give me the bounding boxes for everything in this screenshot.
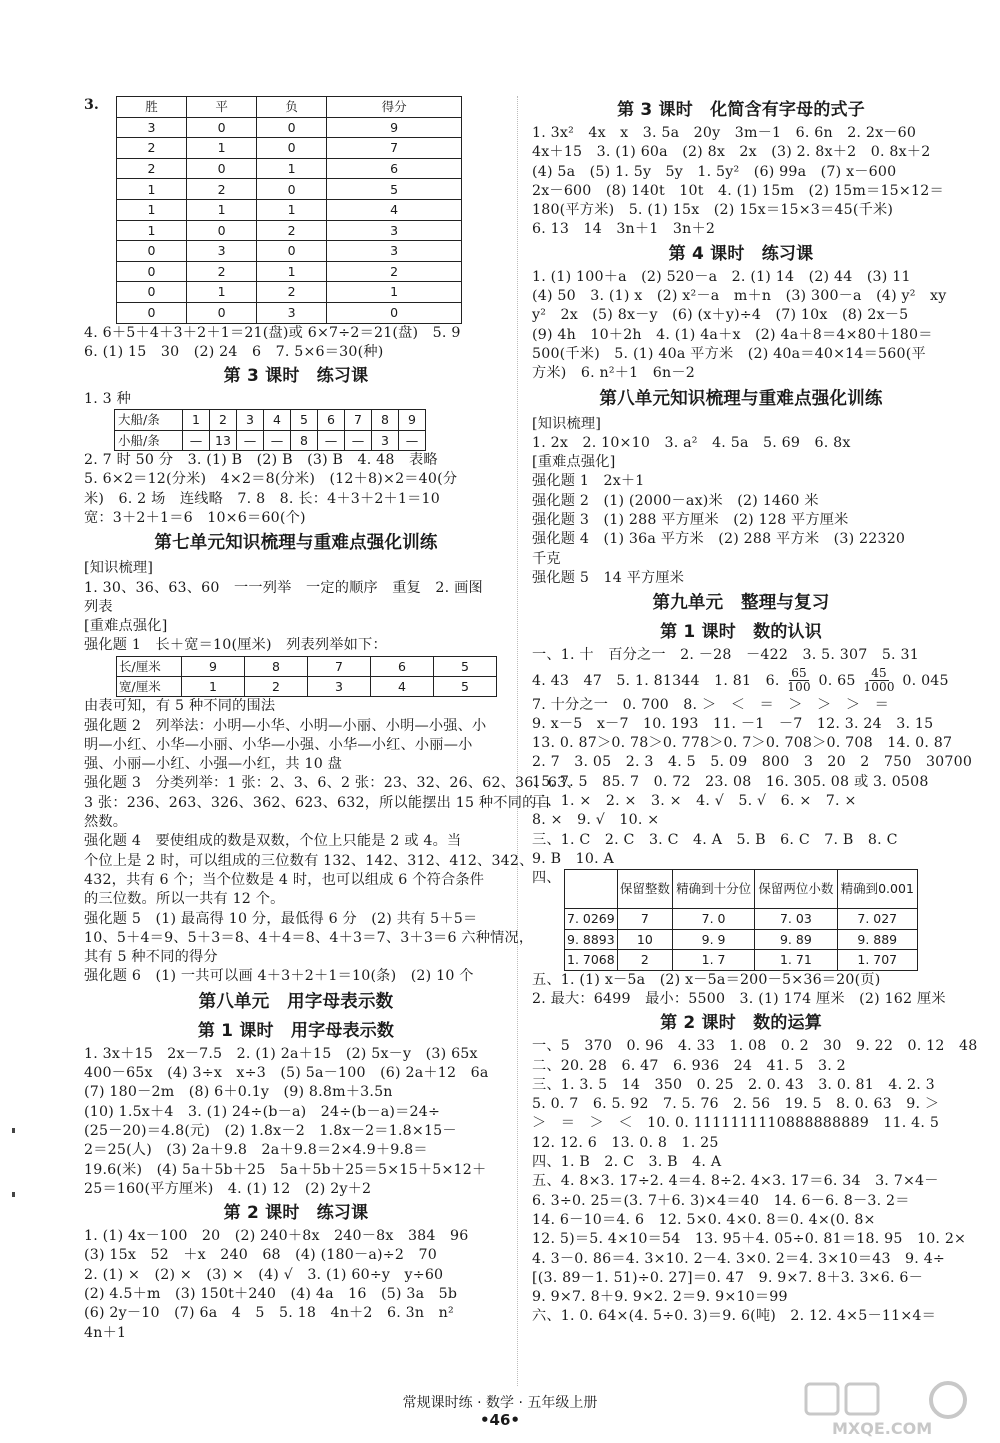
table-cell: 1 <box>187 282 257 303</box>
table-header: 保留两位小数 <box>755 870 837 909</box>
table-cell: — <box>399 430 426 450</box>
boat-table <box>114 409 426 451</box>
answer-line: 明—小红、小华—小丽、小华—小强、小华—小红、小丽—小 <box>84 736 473 753</box>
answer-line: 强化题 3 (1) 288 平方厘米 (2) 128 平方厘米 <box>532 512 849 529</box>
table-cell: 0 <box>117 282 187 303</box>
answer-line: 五、1. (1) x－5a (2) x－5a＝200－5×36＝20(页) <box>532 971 881 988</box>
denominator: 1000 <box>863 680 895 695</box>
section-tag: [重难点强化] <box>84 618 168 635</box>
table-cell: 4 <box>371 676 434 696</box>
table-cell: 6 <box>327 158 462 179</box>
answer-line: 1. 2x 2. 10×10 3. a² 4. 5a 5. 69 6. 8x <box>532 434 851 451</box>
answer-line: 强化题 1 2x＋1 <box>532 473 645 490</box>
section-tag: [知识梳理] <box>84 560 154 577</box>
answer-line: 400－65x (4) 3÷x x÷3 (5) 5a－100 (6) 2a＋12 6a <box>84 1065 489 1082</box>
answer-line: 1. 30、36、63、60 一一列举 一定的顺序 重复 2. 画图 <box>84 579 483 596</box>
table-cell: 1 <box>187 138 257 159</box>
table-cell: 大船/条 <box>115 410 183 430</box>
rounding-table <box>564 869 918 971</box>
table-cell: 0 <box>257 179 327 200</box>
fraction <box>787 667 811 694</box>
answer-line: 强、小丽—小红、小强—小红，共 10 盘 <box>84 756 343 773</box>
answer-line: 2＝25(人) (3) 2a＋9.8 2a＋9.8＝2×4.9＋9.8＝ <box>84 1142 428 1159</box>
answer-line: (4) 50 3. (1) x (2) x²－a m＋n (3) 300－a (4) y² xy <box>532 288 947 305</box>
section-tag: [知识梳理] <box>532 415 602 432</box>
table-header: 精确到十分位 <box>672 870 754 909</box>
table-cell: 3 <box>117 117 187 138</box>
answer-line: 4. 3－0. 86＝4. 3×10. 2－4. 3×0. 2＝4. 3×10＝43 9. 4÷ <box>532 1250 946 1267</box>
table-row <box>117 179 462 200</box>
table-cell: 2 <box>117 138 187 159</box>
table-cell: 3 <box>308 676 371 696</box>
table-row <box>117 656 497 676</box>
table-row <box>115 430 426 450</box>
watermark-glyph <box>931 1383 965 1417</box>
table-cell: 1. 7068 <box>565 950 618 971</box>
table-cell: 1 <box>257 158 327 179</box>
answer-line: (6) 2y－10 (7) 6a 4 5 5. 18 4n＋2 6. 3n n² <box>84 1305 454 1322</box>
unit-heading: 第七单元知识梳理与重难点强化训练 <box>154 533 438 554</box>
lesson-heading: 第 2 课时 数的运算 <box>660 1013 822 1034</box>
table-cell: 7 <box>327 138 462 159</box>
answer-line: 二、20. 28 6. 47 6. 936 24 41. 5 3. 2 <box>532 1057 846 1074</box>
table-row <box>115 410 426 430</box>
answer-line: ＞ ＝ ＞ ＜ 10. 0. 1111111110888888889 11. 4. 5 <box>532 1115 940 1132</box>
answer-line: 1. 3 种 <box>84 391 131 408</box>
answer-line: 强化题 6 (1) 一共可以画 4＋3＋2＋1＝10(条) (2) 10 个 <box>84 968 474 985</box>
unit-heading: 第八单元知识梳理与重难点强化训练 <box>599 388 883 409</box>
answer-line: 2. 7 时 50 分 3. (1) B (2) B (3) B 4. 48 表略 <box>84 452 438 469</box>
answer-line: 180(平方米) 5. (1) 15x (2) 15x＝15×3＝45(千米) <box>532 202 894 219</box>
answer-line: 4x＋15 3. (1) 60a (2) 8x 2x (3) 2. 8x＋2 0. 8x＋2 <box>532 144 931 161</box>
table-cell: 1 <box>257 199 327 220</box>
table-cell: 0 <box>117 241 187 262</box>
table-cell: 0 <box>257 241 327 262</box>
table-cell: 2 <box>327 261 462 282</box>
table-row <box>565 909 918 930</box>
answer-line: 强化题 5 14 平方厘米 <box>532 569 685 586</box>
table-header <box>565 870 618 909</box>
table-cell: 8 <box>372 410 399 430</box>
answer-line: y² 2x (5) 8x－y (6) (x＋y)÷4 (7) 10x (8) 2x－5 <box>532 307 909 324</box>
table-row <box>117 117 462 138</box>
table-cell: 7 <box>617 909 672 930</box>
answer-line: 1. 3x² 4x x 3. 5a 20y 3m－1 6. 6n 2. 2x－60 <box>532 125 917 141</box>
table-cell: — <box>264 430 291 450</box>
table-cell: 4 <box>264 410 291 430</box>
answer-line: (4) 5a (5) 1. 5y 5y 1. 5y² (6) 99a (7) x－600 <box>532 163 897 180</box>
answer-line: 9. 9×7. 8＋9. 9×2. 2＝9. 9×10＝99 <box>532 1289 788 1306</box>
table-row <box>117 138 462 159</box>
score-table-block <box>84 96 508 324</box>
table-cell: 6 <box>371 656 434 676</box>
table-cell: — <box>345 430 372 450</box>
answer-line: 个位上是 2 时，可以组成的三位数有 132、142、312、412、342、 <box>84 852 534 869</box>
answer-line: 强化题 5 (1) 最高得 10 分，最低得 6 分 (2) 共有 5＋5＝ <box>84 910 478 927</box>
table-cell: 6 <box>318 410 345 430</box>
table-cell: 8 <box>245 656 308 676</box>
answer-line: 强化题 2 (1) (2000－ax)米 (2) 1460 米 <box>532 492 819 509</box>
table-cell: 1 <box>117 179 187 200</box>
answer-line: 500(千米) 5. (1) 40a 平方米 (2) 40a＝40×14＝560(平 <box>532 345 926 362</box>
table-row <box>565 950 918 971</box>
answer-line: 15. 7. 5 85. 7 0. 72 23. 08 16. 305. 08 或 3. 0508 <box>532 773 929 790</box>
section-tag-label: 知识梳理 <box>537 415 596 432</box>
answer-line: 432，共有 6 个；当个位数是 4 时，也可以组成 6 个符合条件 <box>84 871 485 888</box>
table-header: 负 <box>257 97 327 118</box>
table-cell: 1 <box>257 261 327 282</box>
answer-line: 5. 0. 7 6. 5. 92 7. 5. 76 2. 56 19. 5 8. 0. 63 9. ＞ <box>532 1096 940 1113</box>
section-tag-label: 知识梳理 <box>89 560 148 577</box>
answer-line: 千克 <box>532 550 561 567</box>
table-cell: — <box>237 430 264 450</box>
table-cell: 7. 027 <box>837 909 917 930</box>
table-row <box>565 929 918 950</box>
table-cell: 1. 71 <box>755 950 837 971</box>
answer-line: 1. (1) 100＋a (2) 520－a 2. (1) 14 (2) 44 (3) 11 <box>532 268 911 285</box>
table-row <box>117 220 462 241</box>
answer-line: 强化题 4 要使组成的数是双数，个位上只能是 2 或 4。当 <box>84 833 462 850</box>
fraction <box>863 667 894 694</box>
answer-line <box>532 666 950 696</box>
answer-line: 10、5＋4＝9、5＋3＝8、4＋4＝8、4＋3＝7、3＋3＝6 六种情况， <box>84 929 534 946</box>
answer-line: 三、1. 3. 5 14 350 0. 25 2. 0. 43 3. 0. 81 4. 2. 3 <box>532 1076 935 1093</box>
table-cell: 9. 89 <box>755 929 837 950</box>
answer-line: 方米) 6. n²＋1 6n－2 <box>532 365 695 382</box>
answer-line: (2) 4.5＋m (3) 150t＋240 (4) 4a 16 (5) 3a 5b <box>84 1286 458 1302</box>
table-cell: 7. 0 <box>672 909 754 930</box>
table-cell: 1 <box>117 220 187 241</box>
table-header: 精确到0.001 <box>837 870 917 909</box>
answer-line: 12. 5)＝5. 4×10＝54 13. 95＋4. 05÷0. 81＝18. 95 10. 2× <box>532 1231 967 1248</box>
watermark-logo <box>802 1380 980 1438</box>
answer-text: 4. 43 47 5. 1. 81344 1. 81 6. <box>532 672 780 689</box>
table-cell: 2 <box>187 179 257 200</box>
table-cell: 2 <box>117 158 187 179</box>
watermark-text: MXQE.COM <box>832 1419 933 1438</box>
answer-line: (3) 15x 52 ＋x 240 68 (4) (180－a)÷2 70 <box>84 1247 437 1264</box>
answer-line: 2. 7 3. 05 2. 3 4. 5 5. 09 800 3 20 2 750 30700 <box>532 754 973 771</box>
answer-line: 强化题 4 (1) 36a 平方米 (2) 288 平方米 (3) 22320 <box>532 531 906 548</box>
table-cell: 4 <box>327 199 462 220</box>
table-cell: 0 <box>187 158 257 179</box>
answer-line: 三、1. C 2. C 3. C 4. A 5. B 6. C 7. B 8. C <box>532 831 898 848</box>
answer-line: (7) 180－2m (8) 6＋0.1y (9) 8.8m＋3.5n <box>84 1084 393 1101</box>
answer-line: 强化题 2 列举法：小明—小华、小明—小丽、小明—小强、小 <box>84 717 487 734</box>
table-cell: 5 <box>434 676 497 696</box>
table-cell: 9 <box>399 410 426 430</box>
table-row <box>117 199 462 220</box>
answer-line: 然数。 <box>84 814 128 831</box>
numerator: 45 <box>871 666 887 681</box>
table-cell: 2 <box>257 220 327 241</box>
question-number: 3. <box>84 97 99 113</box>
table-header: 平 <box>187 97 257 118</box>
table-row <box>117 676 497 696</box>
answer-line: 14. 6－10＝4. 6 12. 5×0. 4×0. 8＝0. 4×(0. 8× <box>532 1211 876 1228</box>
answer-line: 2. (1) × (2) × (3) × (4) √ 3. (1) 60÷y y÷60 <box>84 1266 444 1283</box>
table-cell: 0 <box>257 117 327 138</box>
table-row <box>117 302 462 323</box>
answer-line: 9. x－5 x－7 10. 193 11. －1 －7 12. 3. 24 3. 15 <box>532 715 934 732</box>
answer-line: 2. 最大：6499 最小：5500 3. (1) 174 厘米 (2) 162 厘米 <box>532 991 946 1007</box>
answer-line: 6. (1) 15 30 (2) 24 6 7. 5×6＝30(种) <box>84 343 384 360</box>
answer-line: 强化题 1 长＋宽＝10(厘米) 列表列举如下： <box>84 637 387 654</box>
table-cell: 2 <box>210 410 237 430</box>
table-cell: 小船/条 <box>115 430 183 450</box>
answer-line: 其有 5 种不同的得分 <box>84 949 218 966</box>
answer-line: [(3. 89－1. 51)÷0. 27]＝0. 47 9. 9×7. 8＋3. 3×6. 6－ <box>532 1269 924 1286</box>
answer-line: 一、5 370 0. 96 4. 33 1. 08 0. 2 30 9. 22 0. 12 48 <box>532 1038 978 1055</box>
table-cell: 1 <box>182 676 245 696</box>
lesson-heading: 第 1 课时 数的认识 <box>660 622 822 643</box>
answer-line: 米) 6. 2 场 连线略 7. 8 8. 长：4＋3＋2＋1＝10 <box>84 490 441 507</box>
answer-line: 4n＋1 <box>84 1324 127 1341</box>
answer-line: 7. 十分之一 0. 700 8. ＞ ＜ ＝ ＞ ＞ ＞ ＝ <box>532 696 889 713</box>
table-cell: 0 <box>117 261 187 282</box>
table-cell: — <box>318 430 345 450</box>
table-cell: 5 <box>434 656 497 676</box>
table-cell: 5 <box>291 410 318 430</box>
table-cell: 长/厘米 <box>117 656 182 676</box>
table-cell: 1 <box>117 199 187 220</box>
table-cell: 13 <box>210 430 237 450</box>
answer-line: 4. 6＋5＋4＋3＋2＋1＝21(盘)或 6×7÷2＝21(盘) 5. 9 <box>84 324 461 341</box>
score-table <box>116 96 462 324</box>
lesson-heading: 第 3 课时 练习课 <box>223 366 369 387</box>
lesson-heading: 第 4 课时 练习课 <box>668 243 814 264</box>
table-cell: 2 <box>617 950 672 971</box>
table-cell: 9. 8893 <box>565 929 618 950</box>
table-cell: 3 <box>237 410 264 430</box>
table-cell: 3 <box>327 220 462 241</box>
answer-line: (25－20)＝4.8(元) (2) 1.8x－2 1.8x－2＝1.8×15－ <box>84 1122 457 1139</box>
table-cell: 1. 7 <box>672 950 754 971</box>
table-cell: 1 <box>187 199 257 220</box>
answer-line: 25＝160(平方厘米) 4. (1) 12 (2) 2y＋2 <box>84 1180 372 1197</box>
table-row <box>117 241 462 262</box>
table-cell: 10 <box>617 929 672 950</box>
table-header: 保留整数 <box>617 870 672 909</box>
answer-line: 8. × 9. √ 10. × <box>532 812 660 829</box>
table-cell: 3 <box>327 241 462 262</box>
lesson-heading: 第 3 课时 化简含有字母的式子 <box>617 100 865 120</box>
answer-line: 13. 0. 87＞0. 78＞0. 778＞0. 7＞0. 708＞0. 708 14. 0. 87 <box>532 735 953 752</box>
fence-table <box>116 656 497 698</box>
margin-mark <box>12 1192 15 1197</box>
right-column <box>532 96 978 1327</box>
table-cell: 1. 707 <box>837 950 917 971</box>
table-cell: 3 <box>257 302 327 323</box>
answer-line: 强化题 3 分类列举：1 张：2、3、6、2 张：23、32、26、62、36、63、 <box>84 775 581 792</box>
answer-line: 2x－600 (8) 140t 10t 4. (1) 15m (2) 15m＝15×12＝ <box>532 182 944 199</box>
table-cell: 0 <box>327 302 462 323</box>
answer-line: 宽：3＋2＋1＝6 10×6＝60(个) <box>84 509 306 526</box>
answer-line: 一、1. 十 百分之一 2. －28 －422 3. 5. 307 5. 31 <box>532 647 919 664</box>
unit-heading: 第九单元 整理与复习 <box>652 593 830 614</box>
table-cell: 3 <box>187 241 257 262</box>
table-header: 得分 <box>327 97 462 118</box>
answer-line: (10) 1.5x＋4 3. (1) 24÷(b－a) 24÷(b－a)＝24÷ <box>84 1103 441 1120</box>
answer-line: 3 张：236、263、326、362、623、632，所以能摆出 15 种不同的自 <box>84 794 551 811</box>
table-cell: 0 <box>187 117 257 138</box>
answer-line: 列表 <box>84 598 113 615</box>
answer-text: 0. 65 <box>818 672 856 689</box>
table-cell: 2 <box>257 282 327 303</box>
table-cell: 0 <box>187 220 257 241</box>
column-divider <box>517 96 518 1386</box>
table-cell: 9 <box>182 656 245 676</box>
answer-line: 六、1. 0. 64×(4. 5÷0. 3)＝9. 6(吨) 2. 12. 4×5－11×4＝ <box>532 1308 937 1325</box>
footer-title: 常规课时练 · 数学 · 五年级上册 <box>402 1395 598 1411</box>
table-cell: 9. 889 <box>837 929 917 950</box>
table-cell: 0 <box>117 302 187 323</box>
lesson-heading: 第 1 课时 用字母表示数 <box>197 1020 395 1041</box>
table-cell: — <box>183 430 210 450</box>
margin-mark <box>12 1128 15 1133</box>
answer-line: 四、1. B 2. C 3. B 4. A <box>532 1154 722 1171</box>
table-cell: 2 <box>187 261 257 282</box>
lesson-heading: 第 2 课时 练习课 <box>223 1203 369 1224</box>
question-number: 四、 <box>532 870 561 887</box>
table-cell: 0 <box>257 138 327 159</box>
answer-line: (9) 4h 10＋2h 4. (1) 4a＋x (2) 4a＋8＝4×80＋180＝ <box>532 326 933 343</box>
table-cell: 8 <box>291 430 318 450</box>
answer-line: 9. B 10. A <box>532 850 614 867</box>
table-row <box>117 261 462 282</box>
answer-line: 5. 6×2＝12(分米) 4×2＝8(分米) (12＋8)×2＝40(分 <box>84 471 458 488</box>
answer-text: 0. 045 <box>902 672 949 689</box>
section-tag-label: 重难点强化 <box>537 454 610 471</box>
table-cell: 0 <box>187 302 257 323</box>
table-cell: 1 <box>183 410 210 430</box>
numerator: 65 <box>791 666 807 681</box>
table-cell: 7 <box>308 656 371 676</box>
table-row <box>117 158 462 179</box>
answer-line: 12. 12. 6 13. 0. 8 1. 25 <box>532 1134 719 1151</box>
table-cell: 1 <box>327 282 462 303</box>
watermark-glyph <box>806 1384 838 1414</box>
answer-line: 的三位数。所以一共有 12 个。 <box>84 891 285 908</box>
table-cell: 宽/厘米 <box>117 676 182 696</box>
table-cell: 7 <box>345 410 372 430</box>
section-tag: [重难点强化] <box>532 454 616 471</box>
watermark-glyph <box>846 1384 878 1414</box>
section-tag-label: 重难点强化 <box>89 618 162 635</box>
answer-line: 19.6(米) (4) 5a＋5b＋25 5a＋5b＋25＝5×15＋5×12＋ <box>84 1161 487 1178</box>
table-cell: 7. 03 <box>755 909 837 930</box>
rounding-table-block <box>532 869 950 971</box>
answer-line: 1. 3x＋15 2x－7.5 2. (1) 2a＋15 (2) 5x－y (3) 65x <box>84 1045 478 1062</box>
answer-line: 6. 3÷0. 25＝(3. 7＋6. 3)×4＝40 14. 6－6. 8－3. 2＝ <box>532 1192 910 1209</box>
table-cell: 7. 0269 <box>565 909 618 930</box>
table-cell: 3 <box>372 430 399 450</box>
answer-line: 6. 13 14 3n＋1 3n＋2 <box>532 221 716 238</box>
denominator: 100 <box>787 680 811 695</box>
answer-line: 二、1. × 2. × 3. × 4. √ 5. √ 6. × 7. × <box>532 793 857 810</box>
table-header: 胜 <box>117 97 187 118</box>
answer-line: 1. (1) 4x－100 20 (2) 240＋8x 240－8x 384 96 <box>84 1228 469 1245</box>
table-cell: 5 <box>327 179 462 200</box>
unit-heading: 第八单元 用字母表示数 <box>198 991 394 1012</box>
answer-line: 由表可知，有 5 种不同的围法 <box>84 698 276 715</box>
table-cell: 9 <box>327 117 462 138</box>
table-cell: 2 <box>245 676 308 696</box>
table-cell: 9. 9 <box>672 929 754 950</box>
page-number: •46• <box>479 1411 521 1429</box>
answer-line: 五、4. 8×3. 17÷2. 4＝4. 8÷2. 4×3. 17＝6. 34 3. 7×4－ <box>532 1173 939 1190</box>
table-row <box>117 282 462 303</box>
